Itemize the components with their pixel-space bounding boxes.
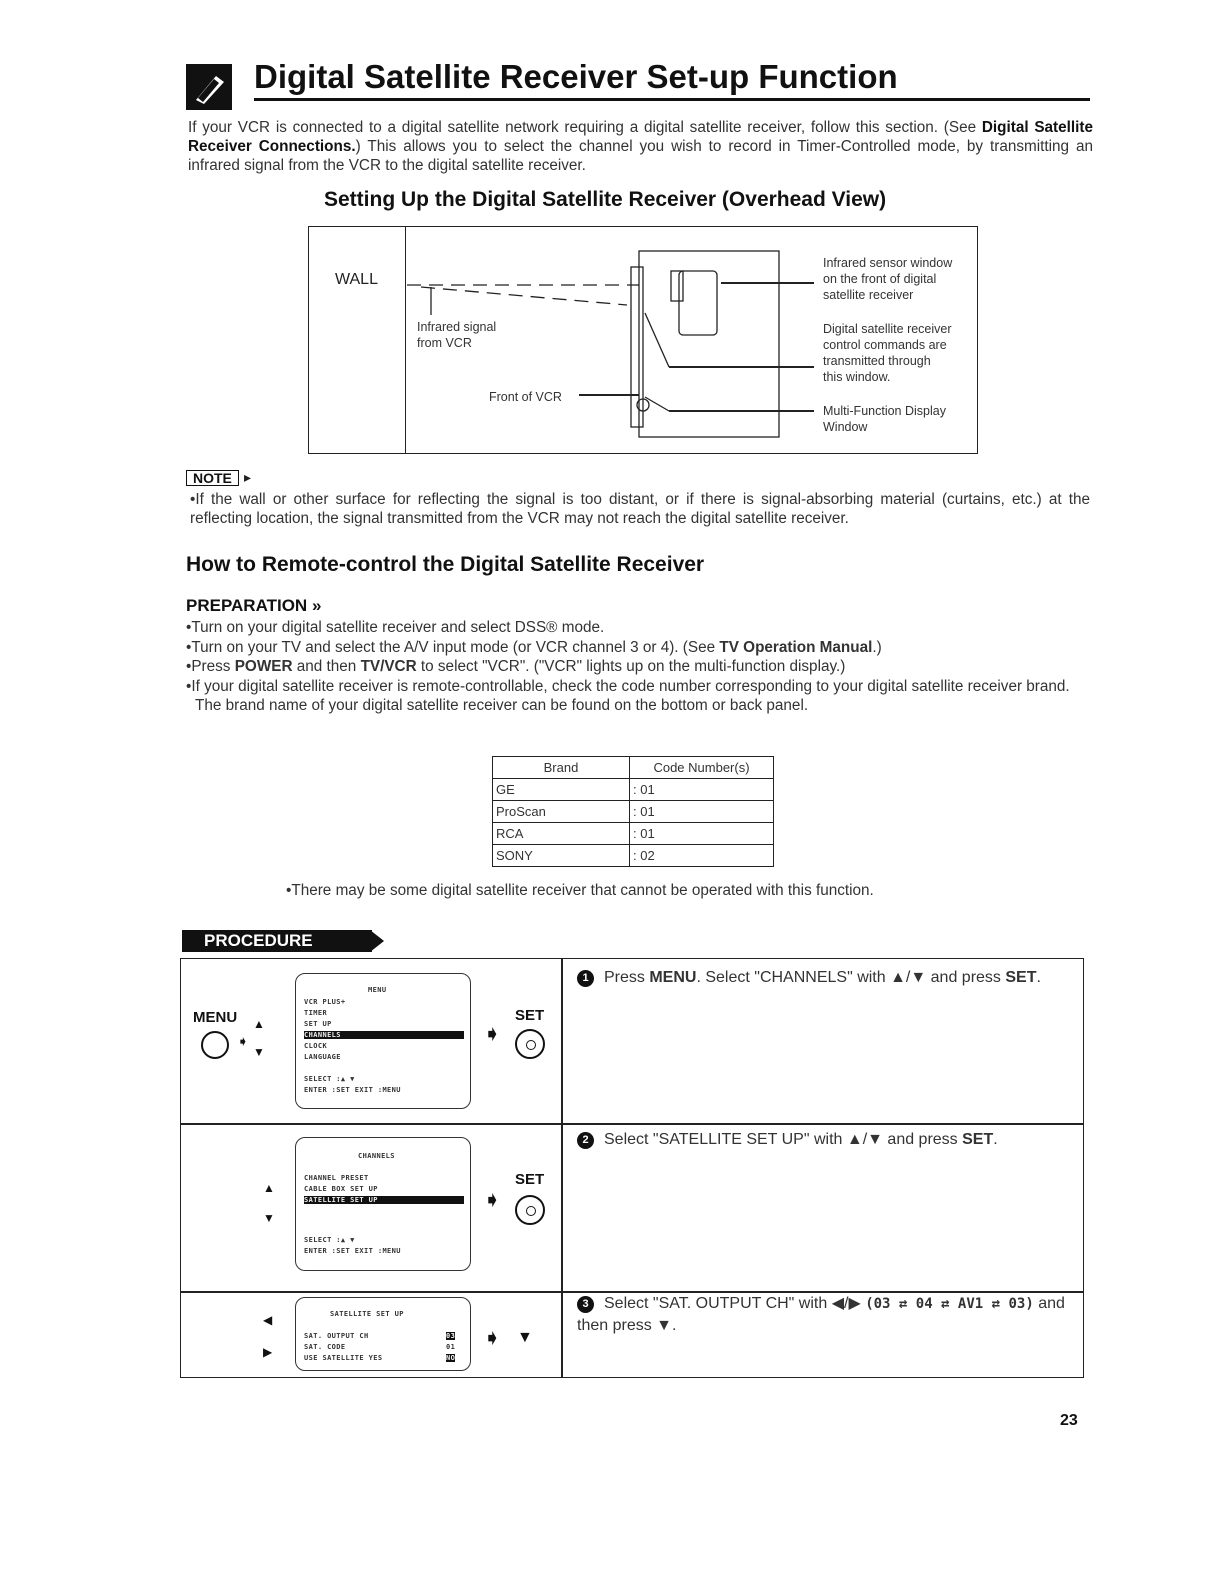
overhead-view-diagram: [308, 226, 978, 454]
note-tag: NOTE: [186, 470, 239, 486]
prep-item-3: [186, 657, 1090, 677]
screen-footer: SELECT :▲ ▼: [304, 1236, 355, 1244]
step-3-sequence: (03 ⇄ 04 ⇄ AV1 ⇄ 03): [865, 1296, 1034, 1312]
note-arrow-icon: ▸: [244, 469, 252, 485]
code-cell: : 02: [630, 845, 774, 867]
screen-footer: SELECT :▲ ▼: [304, 1075, 355, 1083]
code-cell: : 01: [630, 801, 774, 823]
brand-cell: GE: [493, 779, 630, 801]
menu-button-label: MENU: [193, 1009, 238, 1026]
screen-line-highlighted: SATELLITE SET UP: [304, 1196, 464, 1204]
procedure-table: [180, 958, 1084, 1378]
arrow-right-icon: ➧: [237, 1033, 249, 1049]
up-arrow-icon: ▲: [253, 1017, 265, 1031]
infrared-signal-label: Infrared signal from VCR: [417, 320, 497, 350]
title-underline: [254, 98, 1090, 101]
preparation-label: PREPARATION: [186, 596, 308, 615]
arrow-right-icon: ➧: [483, 1021, 502, 1046]
table-header-brand: Brand: [493, 757, 630, 779]
screen-footer: ENTER :SET EXIT :MENU: [304, 1086, 401, 1094]
step-1-text: [577, 967, 1071, 988]
sensor-window-label: Infrared sensor window on the front of digital satellite receiver: [823, 256, 953, 302]
front-of-vcr-label: Front of VCR: [489, 390, 562, 404]
table-header-code: Code Number(s): [630, 757, 774, 779]
set-button-icon: [515, 1029, 545, 1059]
page-title: Digital Satellite Receiver Set-up Function: [254, 58, 898, 95]
down-arrow-icon: ▼: [253, 1045, 265, 1059]
arrow-right-icon: ➧: [483, 1325, 502, 1350]
right-arrow-icon: ▶: [263, 1345, 273, 1359]
step-1-number: 1: [577, 970, 594, 987]
brand-cell: ProScan: [493, 801, 630, 823]
set-button-label: SET: [515, 1171, 545, 1188]
prep-item-1: •Turn on your digital satellite receiver and select DSS® mode.: [186, 619, 605, 636]
prep-item-2-end: .): [872, 638, 882, 656]
screen-line: LANGUAGE: [304, 1053, 341, 1061]
brand-code-table: [492, 756, 774, 867]
procedure-row-divider: [181, 1123, 1083, 1125]
down-arrow-icon: ▼: [263, 1211, 275, 1225]
screen-value: 01: [446, 1343, 456, 1351]
step-2-part: Select "SATELLITE SET UP" with ▲/▼ and press: [604, 1131, 963, 1148]
table-row: [493, 779, 774, 801]
prep-item-3-text: •Press: [186, 658, 235, 675]
brand-cell: RCA: [493, 823, 630, 845]
prep-item-3-mid: and then: [292, 658, 361, 675]
table-header-row: [493, 757, 774, 779]
code-cell: : 01: [630, 823, 774, 845]
table-row: [493, 823, 774, 845]
screen-line: CHANNEL PRESET: [304, 1174, 369, 1182]
screen-line: SAT. OUTPUT CH: [304, 1332, 369, 1340]
intro-text-2: ) This allows you to select the channel you wish to record in Timer-Controlled mode, by transmitting an infrared signal from the VCR to the digital satellite receiver.: [188, 138, 1094, 174]
step-1-menu: MENU: [649, 969, 697, 986]
table-row: [493, 801, 774, 823]
screen-line: SAT. CODE: [304, 1343, 346, 1351]
intro-reference: Digital Satellite Receiver Connections.: [188, 119, 1094, 155]
brand-note: •There may be some digital satellite receiver that cannot be operated with this function.: [286, 882, 874, 899]
step-1-part: Press: [604, 969, 650, 986]
screen-footer: ENTER :SET EXIT :MENU: [304, 1247, 401, 1255]
satellite-setup-screen: [295, 1297, 471, 1371]
step-2-set: SET: [962, 1131, 994, 1148]
prep-item-3-end: to select "VCR". ("VCR" lights up on the multi-function display.): [416, 658, 846, 675]
commands-label: Digital satellite receiver control commands are transmitted through this window.: [823, 322, 952, 384]
screen-value-highlighted: 03: [446, 1332, 456, 1340]
code-cell: : 01: [630, 779, 774, 801]
screen-line: USE SATELLITE YES: [304, 1354, 383, 1362]
menu-button-icon: [201, 1031, 229, 1059]
prep-item-3-tvvcr: TV/VCR: [360, 658, 417, 675]
channels-screen: [295, 1137, 471, 1271]
step-3-part: and then press ▼.: [577, 1295, 1065, 1334]
step-1-part: .: [1036, 969, 1041, 986]
preparation-heading: [186, 596, 321, 616]
prep-item-2: [186, 638, 1090, 658]
intro-text-1: If your VCR is connected to a digital satellite network requiring a digital satellite receiver, follow this section. (See: [188, 119, 982, 136]
screen-title: MENU: [368, 986, 387, 994]
screen-line: SET UP: [304, 1020, 332, 1028]
menu-screen: [295, 973, 471, 1109]
set-button-icon: [515, 1195, 545, 1225]
procedure-arrow-icon: [370, 930, 384, 952]
left-arrow-icon: ◀: [263, 1313, 273, 1327]
screen-title: SATELLITE SET UP: [330, 1310, 404, 1318]
procedure-banner: PROCEDURE: [182, 930, 372, 952]
step-3-number: 3: [577, 1296, 594, 1313]
screen-line: CLOCK: [304, 1042, 328, 1050]
step-1-part: . Select "CHANNELS" with ▲/▼ and press: [696, 969, 1006, 986]
screen-line: TIMER: [304, 1009, 328, 1017]
screen-line-highlighted: CHANNELS: [304, 1031, 464, 1039]
screen-value-highlighted: NO: [446, 1354, 456, 1362]
table-row: [493, 845, 774, 867]
step-2-text: [577, 1129, 1071, 1150]
intro-paragraph: [188, 118, 1093, 175]
step-3-text: [577, 1293, 1071, 1336]
section-heading-remote: How to Remote-control the Digital Satellite Receiver: [186, 553, 705, 576]
arrow-right-icon: ➧: [483, 1187, 502, 1212]
step-2-part: .: [993, 1131, 998, 1148]
down-arrow-icon: ▼: [517, 1329, 533, 1346]
title-icon: [186, 64, 232, 110]
brand-cell: SONY: [493, 845, 630, 867]
preparation-arrows-icon: »: [311, 596, 322, 615]
prep-item-4: •If your digital satellite receiver is remote-controllable, check the code number corresponding to your digital satellite receiver brand.: [186, 677, 1070, 695]
section-heading-setup: Setting Up the Digital Satellite Receiver (Overhead View): [324, 188, 887, 211]
procedure-divider: [561, 959, 563, 1377]
screen-line: VCR PLUS+: [304, 998, 346, 1006]
up-arrow-icon: ▲: [263, 1181, 275, 1195]
page-number: 23: [1060, 1412, 1078, 1429]
step-2-number: 2: [577, 1132, 594, 1149]
prep-item-5: The brand name of your digital satellite receiver can be found on the bottom or back panel.: [195, 697, 809, 714]
prep-item-3-power: POWER: [234, 658, 293, 675]
screen-title: CHANNELS: [358, 1152, 395, 1160]
wall-label: WALL: [335, 271, 378, 288]
note-text: •If the wall or other surface for reflecting the signal is too distant, or if there is signal-absorbing material (curtains, etc.) at the reflecting location, the signal transmitted from the VCR may not reach the digital satellite receiver.: [190, 491, 1090, 527]
prep-item-2-text: •Turn on your TV and select the A/V input mode (or VCR channel 3 or 4). (See: [186, 638, 720, 656]
set-button-label: SET: [515, 1007, 545, 1024]
step-3-part: Select "SAT. OUTPUT CH" with ◀/▶: [604, 1295, 866, 1312]
prep-item-2-bold: TV Operation Manual: [719, 638, 873, 656]
step-1-set: SET: [1005, 969, 1037, 986]
preparation-list: [186, 618, 1090, 716]
screen-line: CABLE BOX SET UP: [304, 1185, 378, 1193]
display-window-label: Multi-Function Display Window: [823, 404, 946, 434]
